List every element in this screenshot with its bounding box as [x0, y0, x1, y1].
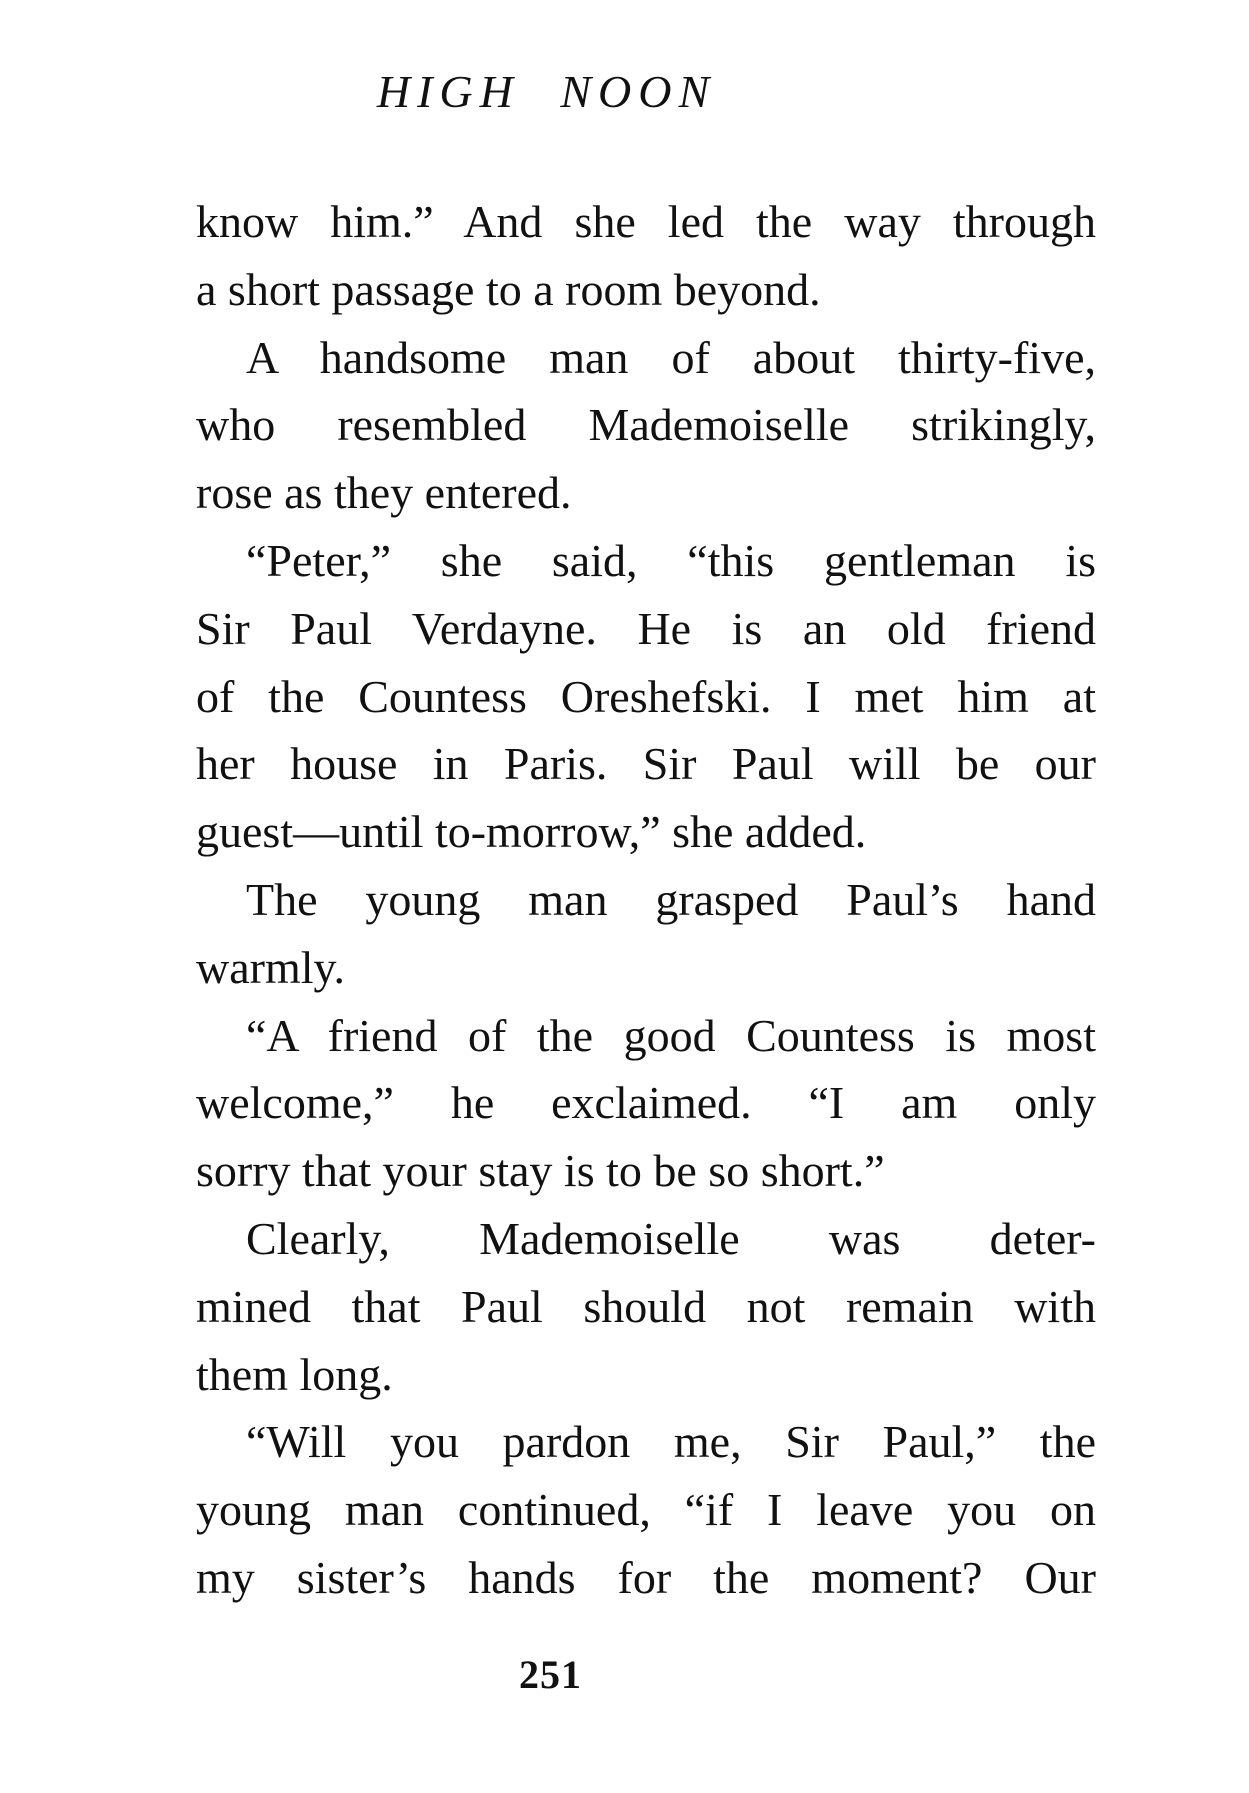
- text-line: sorry that your stay is to be so short.”: [196, 1145, 885, 1197]
- text-line: a short passage to a room beyond.: [196, 263, 821, 315]
- text-line: Clearly, Mademoiselle was deter-: [246, 1212, 1096, 1264]
- text-line: of the Countess Oreshefski. I met him at: [196, 670, 1096, 722]
- text-line: my sister’s hands for the moment? Our: [196, 1551, 1096, 1603]
- text-line: guest—until to-morrow,” she added.: [196, 806, 867, 858]
- text-line: “Peter,” she said, “this gentleman is: [246, 534, 1096, 586]
- text-line: them long.: [196, 1348, 393, 1400]
- text-line: who resembled Mademoiselle strikingly,: [196, 399, 1096, 451]
- text-line: Sir Paul Verdayne. He is an old friend: [196, 602, 1096, 654]
- text-line: A handsome man of about thirty-five,: [246, 331, 1096, 383]
- text-line: mined that Paul should not remain with: [196, 1280, 1096, 1332]
- page-number: 251: [519, 1652, 582, 1697]
- page-body: [196, 188, 1096, 1612]
- text-line: young man continued, “if I leave you on: [196, 1484, 1096, 1536]
- text-line: rose as they entered.: [196, 467, 572, 519]
- running-head-title: HIGH NOON: [376, 66, 717, 117]
- text-line: “A friend of the good Countess is most: [246, 1009, 1096, 1061]
- text-line: welcome,” he exclaimed. “I am only: [196, 1077, 1096, 1129]
- text-line: The young man grasped Paul’s hand: [246, 873, 1096, 925]
- text-line: her house in Paris. Sir Paul will be our: [196, 738, 1096, 790]
- text-line: know him.” And she led the way through: [196, 196, 1096, 247]
- text-line: “Will you pardon me, Sir Paul,” the: [246, 1416, 1096, 1468]
- text-line: warmly.: [196, 941, 346, 993]
